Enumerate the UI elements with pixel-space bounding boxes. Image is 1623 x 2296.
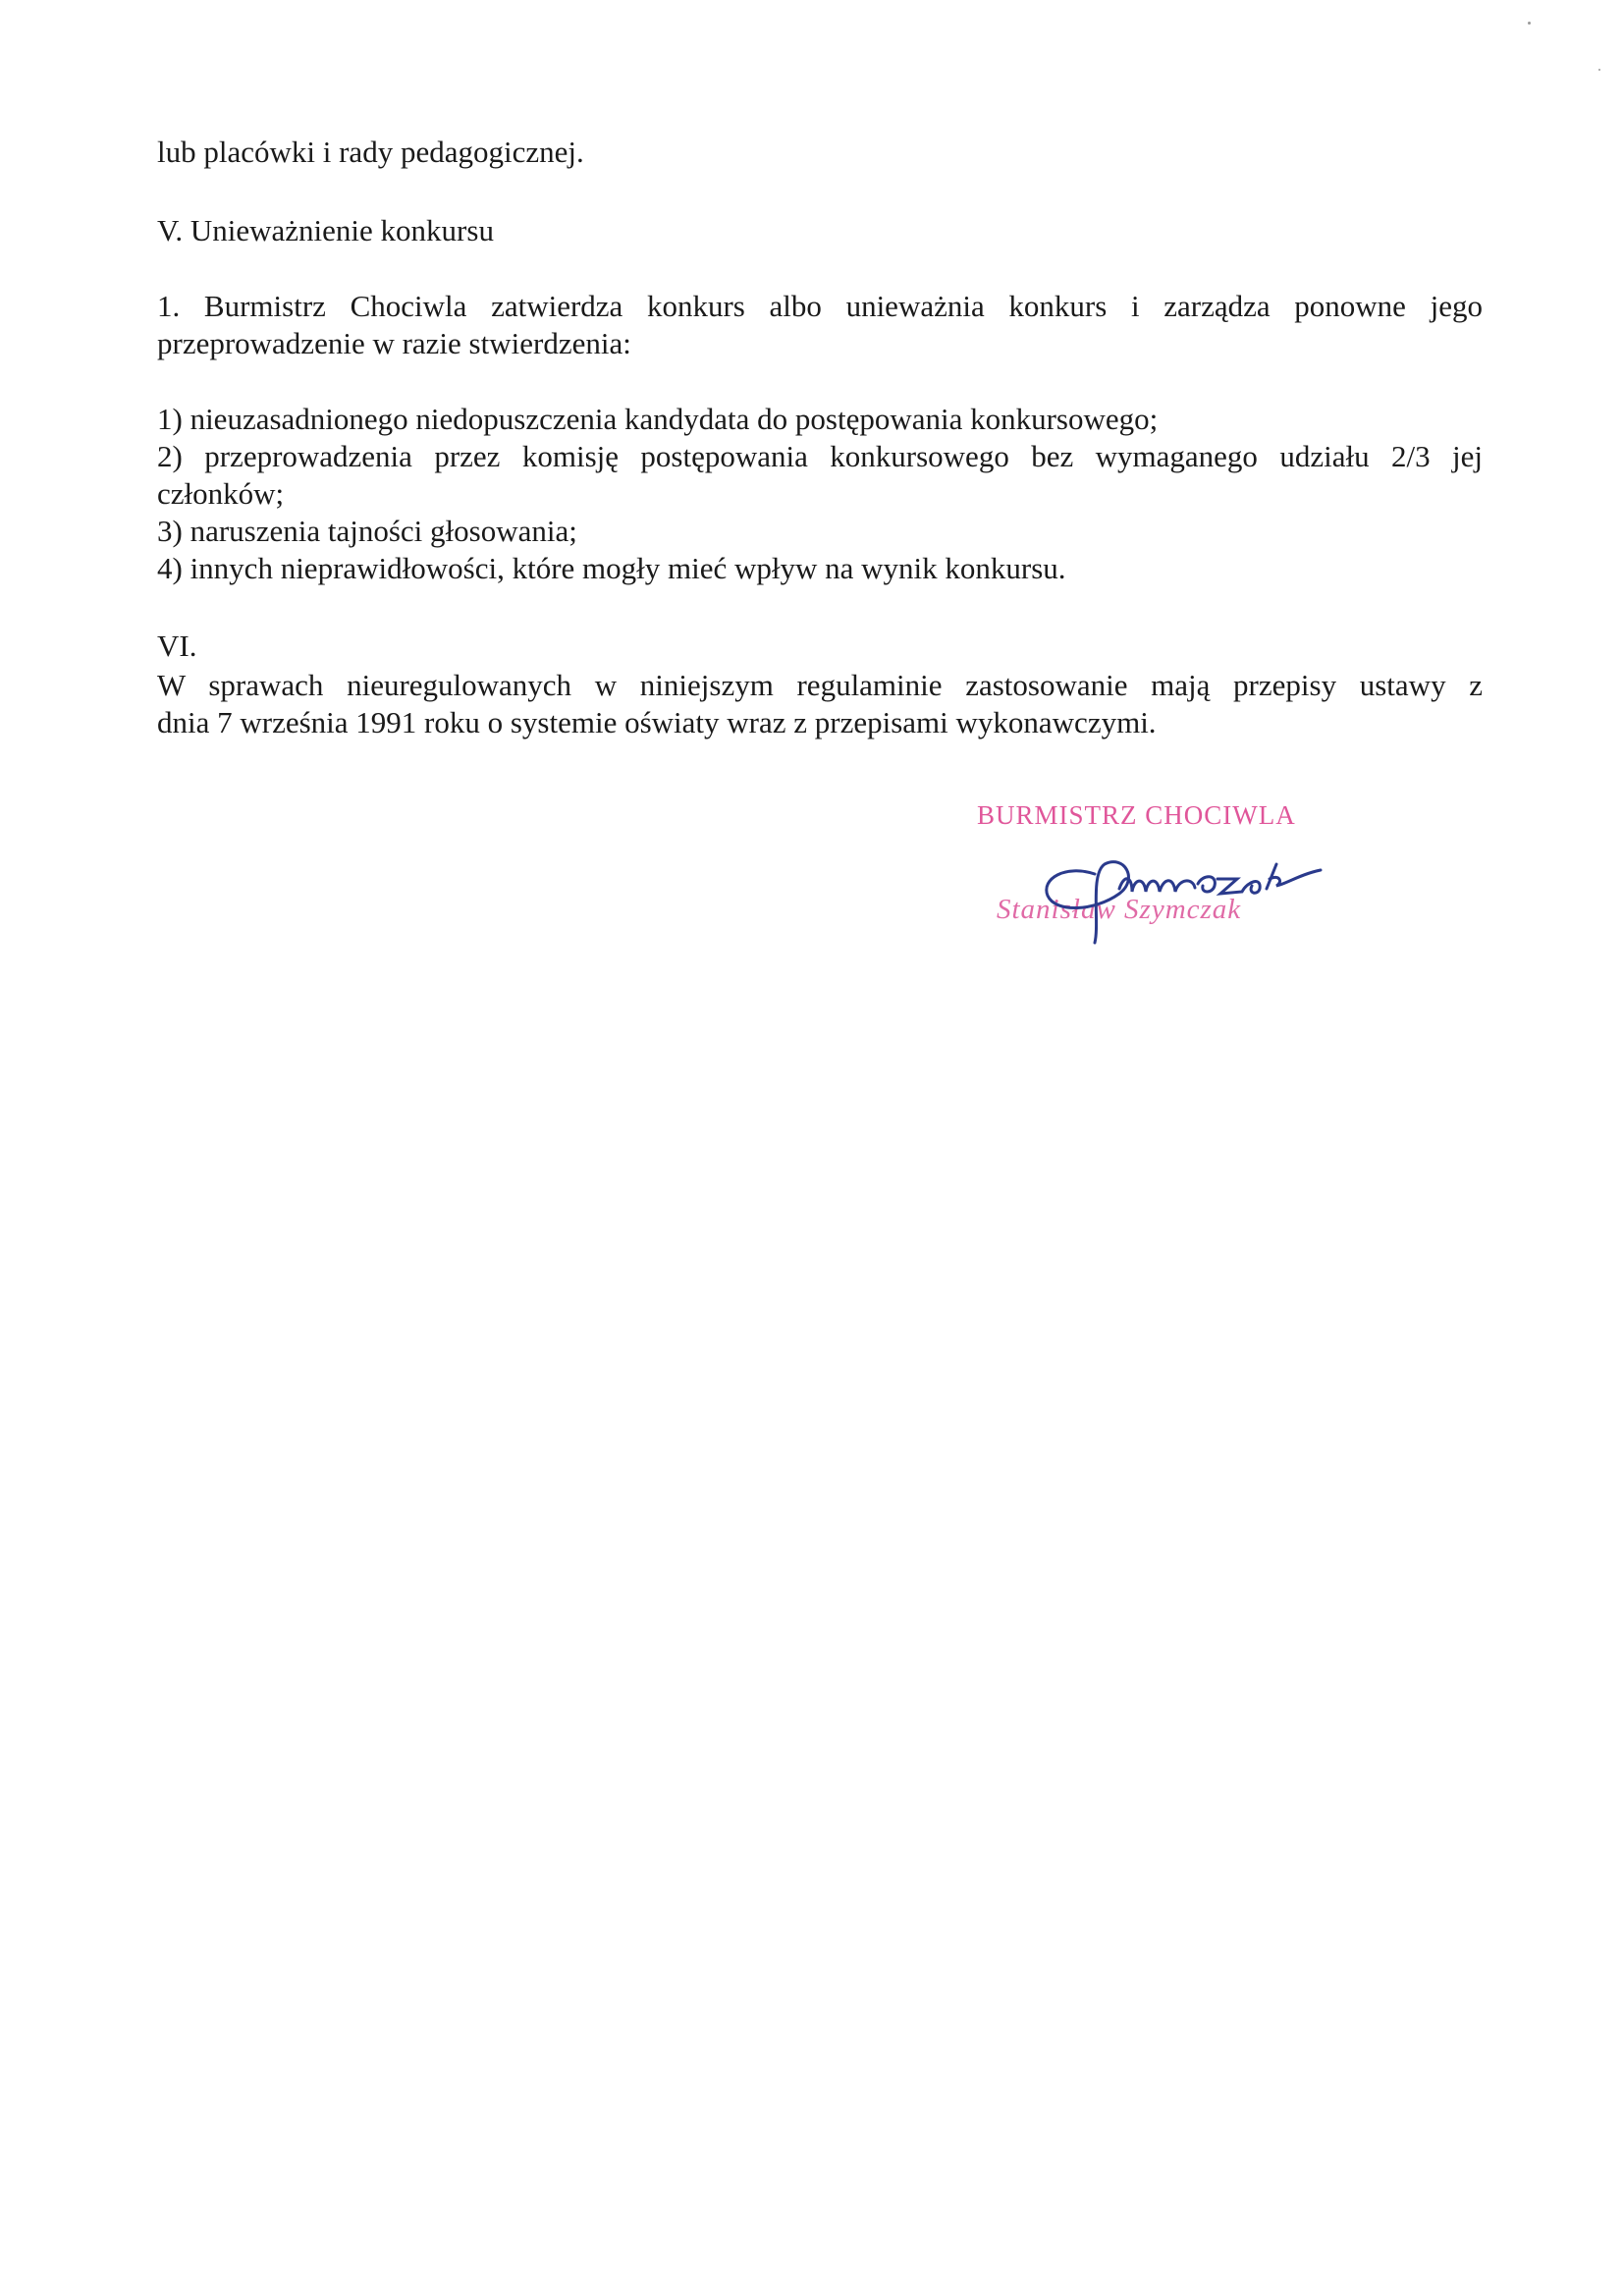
list-item-2-line-1: 2) przeprowadzenia przez komisję postępowania konkursowego bez wymaganego udziału 2/3 jej (157, 439, 1483, 473)
list-item-3: 3) naruszenia tajności głosowania; (157, 514, 577, 548)
list-item-2-line-2: członków; (157, 476, 285, 511)
continuation-line: lub placówki i rady pedagogicznej. (157, 135, 584, 169)
scan-speck (1528, 22, 1531, 25)
paragraph-1-line-1: 1. Burmistrz Chociwla zatwierdza konkurs albo unieważnia konkurs i zarządza ponowne jego (157, 289, 1483, 323)
paragraph-1-line-2: przeprowadzenie w razie stwierdzenia: (157, 326, 631, 360)
signature-icon (1026, 835, 1340, 953)
list-item-4: 4) innych nieprawidłowości, które mogły mieć wpływ na wynik konkursu. (157, 551, 1066, 585)
stamp-name: Stanisław Szymczak (997, 894, 1242, 925)
stamp-title: BURMISTRZ CHOCIWLA (977, 800, 1296, 830)
section-vi-heading: VI. (157, 629, 197, 663)
paragraph-2-line-2: dnia 7 września 1991 roku o systemie oświaty wraz z przepisami wykonawczymi. (157, 705, 1157, 739)
paragraph-2-line-1: W sprawach nieuregulowanych w niniejszym regulaminie zastosowanie mają przepisy ustawy z (157, 668, 1483, 702)
scan-speck (1598, 69, 1600, 71)
section-v-heading: V. Unieważnienie konkursu (157, 213, 494, 247)
list-item-1: 1) nieuzasadnionego niedopuszczenia kandydata do postępowania konkursowego; (157, 402, 1159, 436)
